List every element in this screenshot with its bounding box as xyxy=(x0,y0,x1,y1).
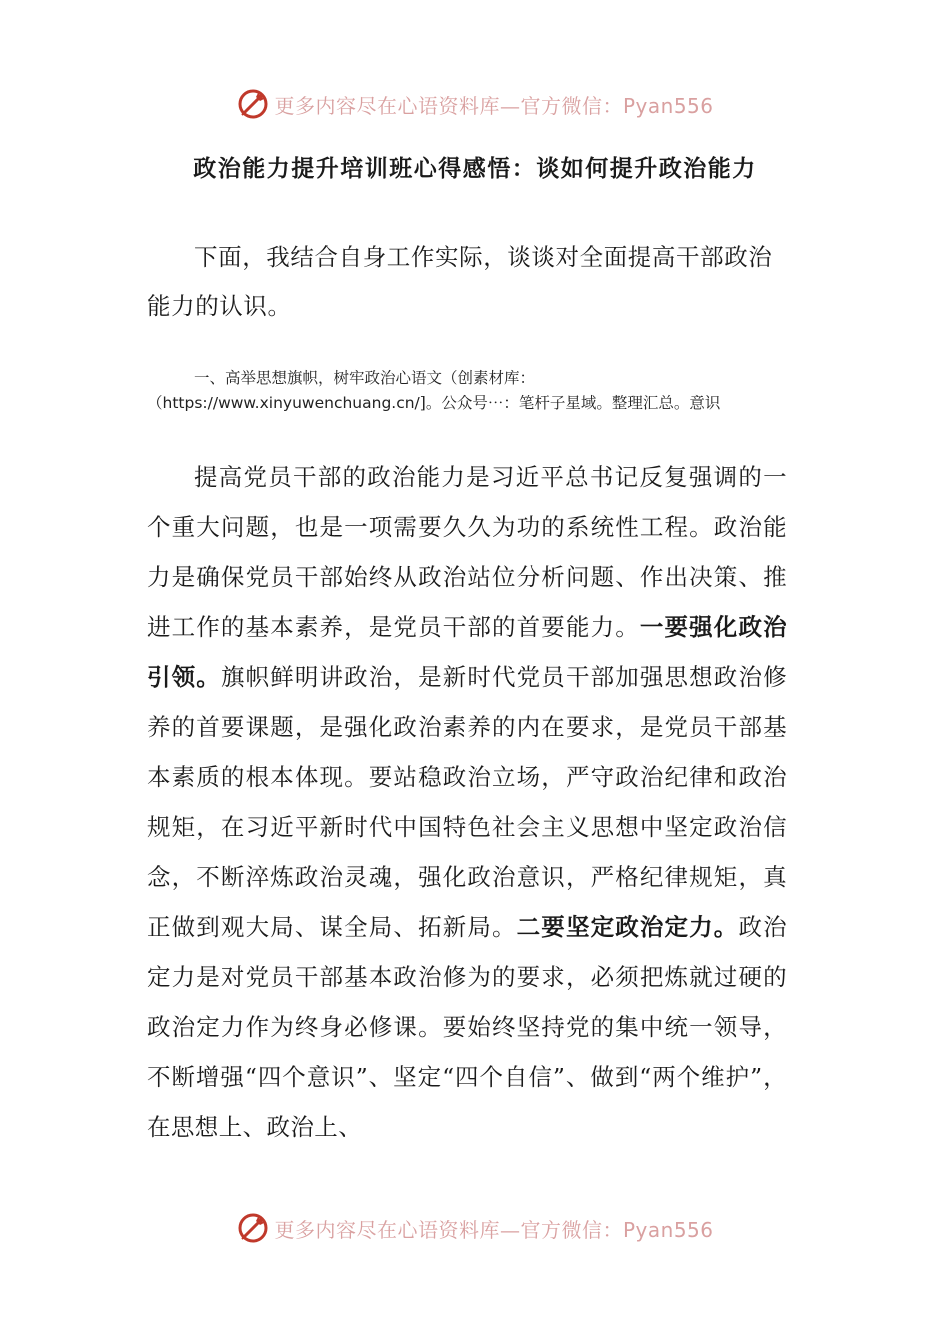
bold-point-1: 一要强化政治引领。 xyxy=(147,613,787,691)
heading-text-after: ]。公众号⋯：笔杆子星域。整理汇总。意识 xyxy=(419,394,721,412)
banner-text: 更多内容尽在心语资料库—官方微信： xyxy=(274,93,623,118)
heading-url: https://www.xinyuwenchuang.cn/ xyxy=(162,394,420,412)
intro-paragraph: 下面，我结合自身工作实际，谈谈对全面提高干部政治能力的认识。 xyxy=(147,243,773,320)
banner-wechat-id: Pyan556 xyxy=(622,1217,714,1242)
banner-text: 更多内容尽在心语资料库—官方微信： xyxy=(274,1217,623,1242)
body-segment-3: 政治定力是对党员干部基本政治修为的要求，必须把炼就过硬的政治定力作为终身必修课。要始终坚持党的集中统一领导，不断增强“四个意识”、坚定“四个自信”、做到“两个维护”，在思想上、政治上、 xyxy=(147,913,787,1141)
body-segment-1: 提高党员干部的政治能力是习近平总书记反复强调的一个重大问题，也是一项需要久久为功的系统性工程。政治能力是确保党员干部始终从政治站位分析问题、作出决策、推进工作的基本素养，是党员干部的首要能力。 xyxy=(147,463,787,641)
heading-text-before: 一、高举思想旗帜，树牢政治心语文（创素材库：（ xyxy=(147,369,536,412)
bold-point-2: 二要坚定政治定力。 xyxy=(516,913,739,941)
body-paragraph xyxy=(147,452,787,1152)
banner-wechat-id: Pyan556 xyxy=(622,93,714,118)
section-heading-1 xyxy=(147,366,787,416)
document-title: 政治能力提升培训班心得感悟：谈如何提升政治能力 xyxy=(193,156,757,182)
footer-watermark-banner xyxy=(0,1208,950,1248)
body-segment-2: 旗帜鲜明讲政治，是新时代党员干部加强思想政治修养的首要课题，是强化政治素养的内在要求，是党员干部基本素质的根本体现。要站稳政治立场，严守政治纪律和政治规矩，在习近平新时代中国特色社会主义思想中坚定政治信念，不断淬炼政治灵魂，强化政治意识，严格纪律规矩，真正做到观大局、谋全局、拓新局。 xyxy=(147,663,787,941)
pen-logo-icon xyxy=(236,1211,270,1245)
pen-logo-icon xyxy=(236,87,270,121)
header-watermark-banner xyxy=(0,84,950,124)
